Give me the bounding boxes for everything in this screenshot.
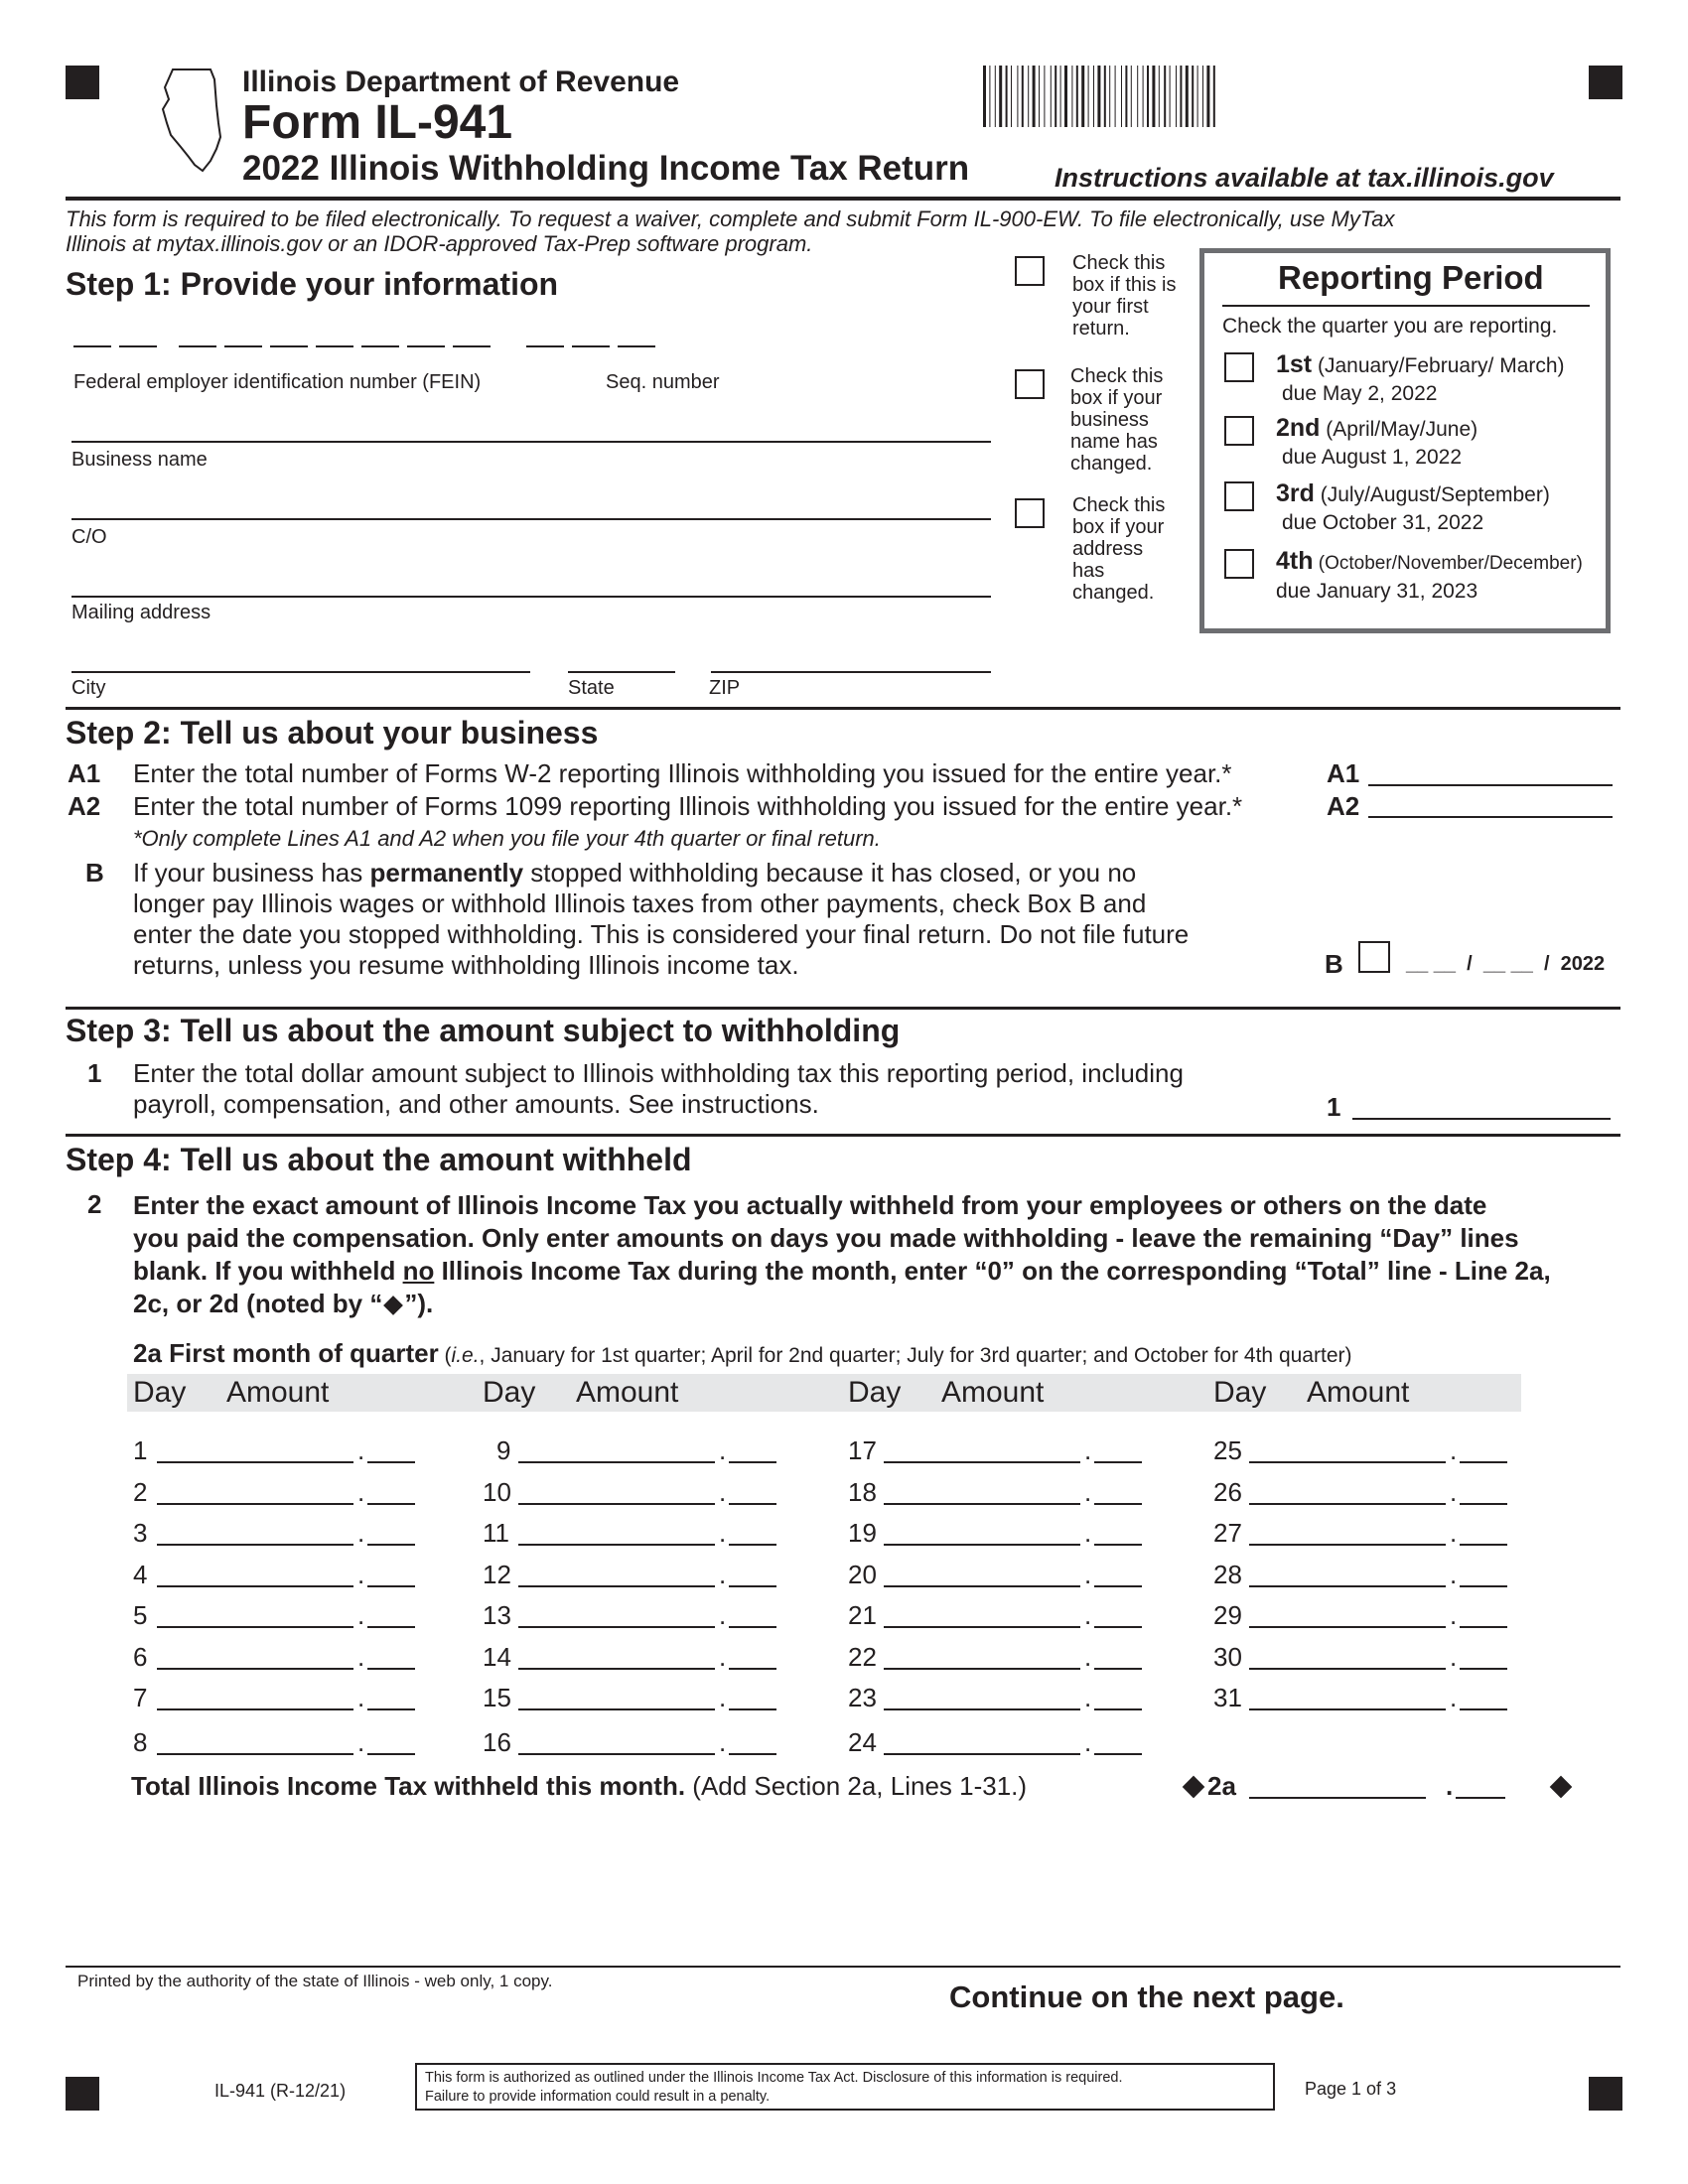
fein-label: Federal employer identification number (FEIN) — [73, 371, 482, 393]
address-changed-label: Check this box if your address has changed. — [1072, 494, 1166, 604]
day-9-cents-field[interactable] — [729, 1461, 776, 1463]
printed-by: Printed by the authority of the state of Illinois - web only, 1 copy. — [77, 1972, 553, 1990]
reporting-period-title: Reporting Period — [1278, 259, 1544, 296]
day-number: 4 — [133, 1560, 148, 1589]
barcode-bar — [1143, 66, 1144, 127]
day-number: 30 — [1213, 1642, 1242, 1672]
day-12-cents-field[interactable] — [729, 1585, 776, 1587]
day-24-dollars-field[interactable] — [884, 1753, 1080, 1755]
decimal-point: . — [357, 1683, 365, 1712]
day-25-cents-field[interactable] — [1460, 1461, 1507, 1463]
day-number: 3 — [133, 1518, 148, 1548]
barcode-bar — [989, 66, 990, 127]
decimal-point: . — [1450, 1683, 1458, 1712]
barcode-bar — [1093, 66, 1094, 127]
decimal-point: . — [357, 1600, 365, 1630]
q4-checkbox[interactable] — [1224, 549, 1254, 579]
day-15-dollars-field[interactable] — [518, 1708, 715, 1710]
city-label: City — [71, 677, 106, 699]
day-13-dollars-field[interactable] — [518, 1626, 715, 1628]
day-number: 14 — [483, 1642, 511, 1672]
day-27-cents-field[interactable] — [1460, 1544, 1507, 1546]
line1-code: 1 — [87, 1058, 102, 1088]
day-18-cents-field[interactable] — [1094, 1503, 1142, 1505]
barcode-bar — [1125, 66, 1127, 127]
barcode-bar — [1051, 66, 1052, 127]
day-8-cents-field[interactable] — [367, 1753, 415, 1755]
fein-digit-blank[interactable] — [179, 345, 216, 347]
line1-code-right: 1 — [1327, 1092, 1341, 1122]
a2-code: A2 — [68, 791, 101, 821]
day-28-dollars-field[interactable] — [1249, 1585, 1446, 1587]
decimal-point: . — [1084, 1642, 1092, 1672]
seq-label: Seq. number — [606, 371, 720, 393]
barcode-bar — [999, 66, 1002, 127]
day-number: 6 — [133, 1642, 148, 1672]
registration-mark — [1589, 66, 1622, 99]
day-26-dollars-field[interactable] — [1249, 1503, 1446, 1505]
barcode-bar — [1147, 66, 1149, 127]
q1-checkbox[interactable] — [1224, 352, 1254, 382]
registration-mark — [66, 66, 99, 99]
day-11-cents-field[interactable] — [729, 1544, 776, 1546]
decimal-point: . — [719, 1727, 727, 1757]
decimal-point: . — [357, 1727, 365, 1757]
barcode-bar — [1097, 66, 1100, 127]
barcode-bar — [983, 66, 986, 127]
step4-rule — [66, 1134, 1620, 1137]
co-label: C/O — [71, 526, 107, 548]
day-7-cents-field[interactable] — [367, 1708, 415, 1710]
day-number: 5 — [133, 1600, 148, 1630]
barcode-bar — [1011, 66, 1012, 127]
b-final-return-checkbox[interactable] — [1358, 941, 1390, 973]
day-number: 9 — [496, 1435, 511, 1465]
day-number: 8 — [133, 1727, 148, 1757]
day-30-cents-field[interactable] — [1460, 1668, 1507, 1670]
total-2a-label: Total Illinois Income Tax withheld this month. (Add Section 2a, Lines 1-31.) — [131, 1771, 1028, 1801]
day-13-cents-field[interactable] — [729, 1626, 776, 1628]
barcode-bar — [1206, 66, 1209, 127]
day-number: 15 — [483, 1683, 511, 1712]
b-code-right: B — [1325, 949, 1343, 979]
day-number: 27 — [1213, 1518, 1242, 1548]
day-number: 23 — [848, 1683, 877, 1712]
decimal-point: . — [1450, 1600, 1458, 1630]
day-number: 10 — [483, 1477, 511, 1507]
barcode-bar — [1109, 66, 1110, 127]
day-number: 12 — [483, 1560, 511, 1589]
day-17-cents-field[interactable] — [1094, 1461, 1142, 1463]
reporting-period-box — [1199, 248, 1611, 633]
barcode-bar — [1064, 66, 1067, 127]
barcode — [981, 66, 1329, 127]
day-5-cents-field[interactable] — [367, 1626, 415, 1628]
day-20-cents-field[interactable] — [1094, 1585, 1142, 1587]
day-number: 29 — [1213, 1600, 1242, 1630]
decimal-point: . — [357, 1477, 365, 1507]
q2-label: 2nd (April/May/June) due August 1, 2022 — [1276, 414, 1478, 469]
decimal-point: . — [719, 1435, 727, 1465]
day-number: 26 — [1213, 1477, 1242, 1507]
barcode-bar — [1028, 66, 1029, 127]
day-2-cents-field[interactable] — [367, 1503, 415, 1505]
illinois-state-logo — [159, 66, 228, 175]
q3-label: 3rd (July/August/September) due October 31, 2022 — [1276, 479, 1550, 534]
a2-field[interactable] — [1368, 816, 1613, 818]
decimal-point: . — [1084, 1477, 1092, 1507]
state-label: State — [568, 677, 615, 699]
city-field[interactable] — [71, 671, 530, 673]
decimal-point: . — [719, 1518, 727, 1548]
day-29-dollars-field[interactable] — [1249, 1626, 1446, 1628]
barcode-bar — [1088, 66, 1089, 127]
day-19-dollars-field[interactable] — [884, 1544, 1080, 1546]
section-2a-header: 2a First month of quarter (i.e., January for 1st quarter; April for 2nd quarter; July for 3rd quarter; and October for 4th quarter) — [133, 1338, 1352, 1368]
day-6-dollars-field[interactable] — [157, 1668, 353, 1670]
q2-checkbox[interactable] — [1224, 416, 1254, 446]
day-number: 11 — [483, 1518, 509, 1548]
barcode-bar — [1115, 66, 1116, 127]
day-number: 17 — [848, 1435, 877, 1465]
barcode-bar — [1006, 66, 1008, 127]
fein-digit-blank[interactable] — [224, 345, 262, 347]
reporting-period-subtitle: Check the quarter you are reporting. — [1222, 315, 1558, 338]
barcode-bar — [1104, 66, 1106, 127]
continue-notice: Continue on the next page. — [949, 1979, 1344, 2014]
a1-code-right: A1 — [1327, 758, 1360, 788]
line1-amount-field[interactable] — [1352, 1118, 1611, 1120]
decimal-point: . — [719, 1600, 727, 1630]
fein-digit-blank[interactable] — [73, 345, 111, 347]
barcode-bar — [1170, 66, 1171, 127]
decimal-point: . — [719, 1477, 727, 1507]
day-25-dollars-field[interactable] — [1249, 1461, 1446, 1463]
decimal-point: . — [719, 1642, 727, 1672]
step3-rule — [66, 1007, 1620, 1010]
barcode-bar — [1159, 66, 1160, 127]
business-name-label: Business name — [71, 449, 208, 471]
day-10-dollars-field[interactable] — [518, 1503, 715, 1505]
day-15-cents-field[interactable] — [729, 1708, 776, 1710]
fein-digit-blank[interactable] — [361, 345, 399, 347]
barcode-bar — [1164, 66, 1166, 127]
a1-a2-note: *Only complete Lines A1 and A2 when you file your 4th quarter or final return. — [133, 826, 881, 851]
barcode-bar — [1022, 66, 1024, 127]
day-18-dollars-field[interactable] — [884, 1503, 1080, 1505]
day-23-dollars-field[interactable] — [884, 1708, 1080, 1710]
b-code: B — [85, 858, 104, 887]
day-16-cents-field[interactable] — [729, 1753, 776, 1755]
day-8-dollars-field[interactable] — [157, 1753, 353, 1755]
barcode-bar — [1055, 66, 1056, 127]
a1-field[interactable] — [1368, 784, 1613, 786]
decimal-point: . — [357, 1560, 365, 1589]
day-30-dollars-field[interactable] — [1249, 1668, 1446, 1670]
total-2a-dollars-field[interactable] — [1249, 1797, 1426, 1799]
line2-instructions: Enter the exact amount of Illinois Income Tax you actually withheld from your employees or others on the date you paid the compensation. Only enter amounts on days you made withholding - leave the remaining “Day” lines blank. If you withheld no Illinois Income Tax during the month, enter “0” on the corresponding “Total” line - Line 2a, 2c, or 2d (noted by “ ”). — [133, 1190, 1551, 1318]
day-2-dollars-field[interactable] — [157, 1503, 353, 1505]
day-number: 21 — [848, 1600, 877, 1630]
fein-digit-blank[interactable] — [572, 345, 610, 347]
form-title: 2022 Illinois Withholding Income Tax Return — [242, 149, 970, 188]
decimal-point: . — [719, 1560, 727, 1589]
barcode-bar — [1176, 66, 1177, 127]
day-28-cents-field[interactable] — [1460, 1585, 1507, 1587]
day-21-dollars-field[interactable] — [884, 1626, 1080, 1628]
day-24-cents-field[interactable] — [1094, 1753, 1142, 1755]
decimal-point: . — [1084, 1435, 1092, 1465]
day-26-cents-field[interactable] — [1460, 1503, 1507, 1505]
barcode-bar — [1202, 66, 1203, 127]
efile-notice: This form is required to be filed electronically. To request a waiver, complete and submit Form IL-900-EW. To file electronically, use MyTax Illinois at mytax.illinois.gov or an IDOR-approved Tax-Prep software program. — [66, 206, 1395, 256]
day-number: 18 — [848, 1477, 877, 1507]
barcode-bar — [1131, 66, 1132, 127]
footer-rule — [66, 1966, 1620, 1968]
legal-notice-box: This form is authorized as outlined under the Illinois Income Tax Act. Disclosure of this information is required. Failure to provide information could result in a penalty. — [415, 2063, 1275, 2111]
amount-column-header: Amount — [1307, 1376, 1410, 1409]
barcode-bar — [1213, 66, 1215, 127]
day-number: 7 — [133, 1683, 148, 1712]
q4-label: 4th (October/November/December) due January 31, 2023 — [1276, 547, 1583, 603]
decimal-point: . — [719, 1683, 727, 1712]
barcode-bar — [1071, 66, 1072, 127]
decimal-point: . — [1084, 1683, 1092, 1712]
day-22-cents-field[interactable] — [1094, 1668, 1142, 1670]
decimal-point: . — [1450, 1518, 1458, 1548]
decimal-point: . — [1084, 1518, 1092, 1548]
barcode-bar — [1076, 66, 1078, 127]
day-7-dollars-field[interactable] — [157, 1708, 353, 1710]
fein-digit-blank[interactable] — [407, 345, 445, 347]
fein-digit-blank[interactable] — [270, 345, 308, 347]
amount-column-header: Amount — [576, 1376, 679, 1409]
step2-rule — [66, 707, 1620, 710]
day-number: 13 — [483, 1600, 511, 1630]
barcode-bar — [1033, 66, 1036, 127]
day-22-dollars-field[interactable] — [884, 1668, 1080, 1670]
step3-title: Step 3: Tell us about the amount subject to withholding — [66, 1013, 901, 1048]
day-16-dollars-field[interactable] — [518, 1753, 715, 1755]
decimal-point: . — [357, 1435, 365, 1465]
fein-digit-blank[interactable] — [526, 345, 564, 347]
barcode-bar — [995, 66, 996, 127]
b-text: If your business has permanently stopped withholding because it has closed, or you no longer pay Illinois wages or withhold Illinois taxes from other payments, check Box B and enter the date you stopped withholding. This is considered your final return. Do not file future returns, unless you resume withholding Illinois income tax. — [133, 858, 1190, 980]
reporting-period-rule — [1222, 305, 1590, 307]
q3-checkbox[interactable] — [1224, 481, 1254, 511]
day-31-cents-field[interactable] — [1460, 1708, 1507, 1710]
day-number: 28 — [1213, 1560, 1242, 1589]
step1-title: Step 1: Provide your information — [66, 266, 559, 302]
amount-column-header: Amount — [941, 1376, 1045, 1409]
day-21-cents-field[interactable] — [1094, 1626, 1142, 1628]
day-9-dollars-field[interactable] — [518, 1461, 715, 1463]
decimal-point: . — [357, 1518, 365, 1548]
total-2a-decimal: . — [1446, 1771, 1454, 1801]
day-12-dollars-field[interactable] — [518, 1585, 715, 1587]
day-number: 1 — [133, 1435, 148, 1465]
mailing-address-label: Mailing address — [71, 602, 211, 623]
b-stop-date-field[interactable]: __ __ / __ __ / 2022 — [1406, 953, 1606, 975]
form-number: Form IL-941 — [242, 96, 513, 149]
day-1-cents-field[interactable] — [367, 1461, 415, 1463]
day-column-header: Day — [483, 1376, 536, 1409]
day-3-cents-field[interactable] — [367, 1544, 415, 1546]
day-20-dollars-field[interactable] — [884, 1585, 1080, 1587]
address-changed-checkbox[interactable] — [1015, 498, 1045, 528]
day-27-dollars-field[interactable] — [1249, 1544, 1446, 1546]
state-field[interactable] — [568, 671, 675, 673]
decimal-point: . — [1084, 1600, 1092, 1630]
barcode-bar — [1060, 66, 1061, 127]
name-changed-checkbox[interactable] — [1015, 369, 1045, 399]
department-name: Illinois Department of Revenue — [242, 66, 680, 98]
day-10-cents-field[interactable] — [729, 1503, 776, 1505]
barcode-bar — [1180, 66, 1182, 127]
day-column-header: Day — [133, 1376, 187, 1409]
co-field[interactable] — [71, 518, 991, 520]
business-name-field[interactable] — [71, 441, 991, 443]
page-number: Page 1 of 3 — [1305, 2079, 1397, 2099]
a2-text: Enter the total number of Forms 1099 reporting Illinois withholding you issued for the entire year.* — [133, 791, 1243, 821]
day-14-cents-field[interactable] — [729, 1668, 776, 1670]
fein-digit-blank[interactable] — [618, 345, 655, 347]
day-number: 2 — [133, 1477, 148, 1507]
fein-digit-blank[interactable] — [453, 345, 491, 347]
registration-mark — [1589, 2077, 1622, 2111]
total-2a-cents-field[interactable] — [1456, 1797, 1505, 1799]
zip-field[interactable] — [711, 671, 991, 673]
day-number: 31 — [1213, 1683, 1242, 1712]
day-6-cents-field[interactable] — [367, 1668, 415, 1670]
barcode-bar — [1044, 66, 1045, 127]
a1-text: Enter the total number of Forms W-2 reporting Illinois withholding you issued for the entire year.* — [133, 758, 1232, 788]
day-3-dollars-field[interactable] — [157, 1544, 353, 1546]
day-14-dollars-field[interactable] — [518, 1668, 715, 1670]
barcode-bar — [1039, 66, 1040, 127]
name-changed-label: Check this box if your business name has changed. — [1070, 365, 1164, 475]
a2-code-right: A2 — [1327, 791, 1360, 821]
line1-text: Enter the total dollar amount subject to Illinois withholding tax this reporting period, including payroll, compensation, and other amounts. See instructions. — [133, 1058, 1184, 1119]
fein-digit-blank[interactable] — [119, 345, 157, 347]
day-number: 20 — [848, 1560, 877, 1589]
mailing-address-field[interactable] — [71, 596, 991, 598]
day-number: 25 — [1213, 1435, 1242, 1465]
decimal-point: . — [1084, 1560, 1092, 1589]
day-23-cents-field[interactable] — [1094, 1708, 1142, 1710]
day-number: 19 — [848, 1518, 877, 1548]
day-4-cents-field[interactable] — [367, 1585, 415, 1587]
decimal-point: . — [1450, 1435, 1458, 1465]
fein-digit-blank[interactable] — [316, 345, 353, 347]
header-rule — [66, 197, 1620, 201]
diamond-icon — [1183, 1776, 1205, 1799]
barcode-bar — [1017, 66, 1018, 127]
registration-mark — [66, 2077, 99, 2111]
decimal-point: . — [1450, 1477, 1458, 1507]
first-return-checkbox[interactable] — [1015, 256, 1045, 286]
decimal-point: . — [1450, 1642, 1458, 1672]
amount-column-header: Amount — [226, 1376, 330, 1409]
day-31-dollars-field[interactable] — [1249, 1708, 1446, 1710]
barcode-bar — [1121, 66, 1122, 127]
diamond-icon — [383, 1296, 403, 1315]
day-5-dollars-field[interactable] — [157, 1626, 353, 1628]
barcode-bar — [1186, 66, 1189, 127]
day-number: 16 — [483, 1727, 511, 1757]
barcode-bar — [1152, 66, 1155, 127]
barcode-bar — [1192, 66, 1194, 127]
decimal-point: . — [357, 1642, 365, 1672]
zip-label: ZIP — [709, 677, 741, 699]
diamond-icon — [1550, 1776, 1573, 1799]
day-1-dollars-field[interactable] — [157, 1461, 353, 1463]
form-revision: IL-941 (R-12/21) — [214, 2081, 347, 2101]
day-column-header: Day — [848, 1376, 902, 1409]
day-19-cents-field[interactable] — [1094, 1544, 1142, 1546]
step4-title: Step 4: Tell us about the amount withheld — [66, 1142, 692, 1177]
first-return-label: Check this box if this is your first return. — [1072, 252, 1177, 340]
day-29-cents-field[interactable] — [1460, 1626, 1507, 1628]
day-number: 22 — [848, 1642, 877, 1672]
decimal-point: . — [1450, 1560, 1458, 1589]
q1-label: 1st (January/February/ March) due May 2, 2022 — [1276, 350, 1565, 405]
decimal-point: . — [1084, 1727, 1092, 1757]
day-number: 24 — [848, 1727, 877, 1757]
line2-code: 2 — [87, 1189, 102, 1219]
step2-title: Step 2: Tell us about your business — [66, 715, 599, 751]
barcode-bar — [1081, 66, 1084, 127]
day-11-dollars-field[interactable] — [518, 1544, 715, 1546]
a1-code: A1 — [68, 758, 101, 788]
barcode-bar — [1197, 66, 1198, 127]
day-4-dollars-field[interactable] — [157, 1585, 353, 1587]
barcode-bar — [1137, 66, 1138, 127]
instructions-link[interactable]: Instructions available at tax.illinois.gov — [1055, 163, 1554, 193]
day-17-dollars-field[interactable] — [884, 1461, 1080, 1463]
day-column-header: Day — [1213, 1376, 1267, 1409]
total-2a-code: 2a — [1207, 1771, 1236, 1801]
